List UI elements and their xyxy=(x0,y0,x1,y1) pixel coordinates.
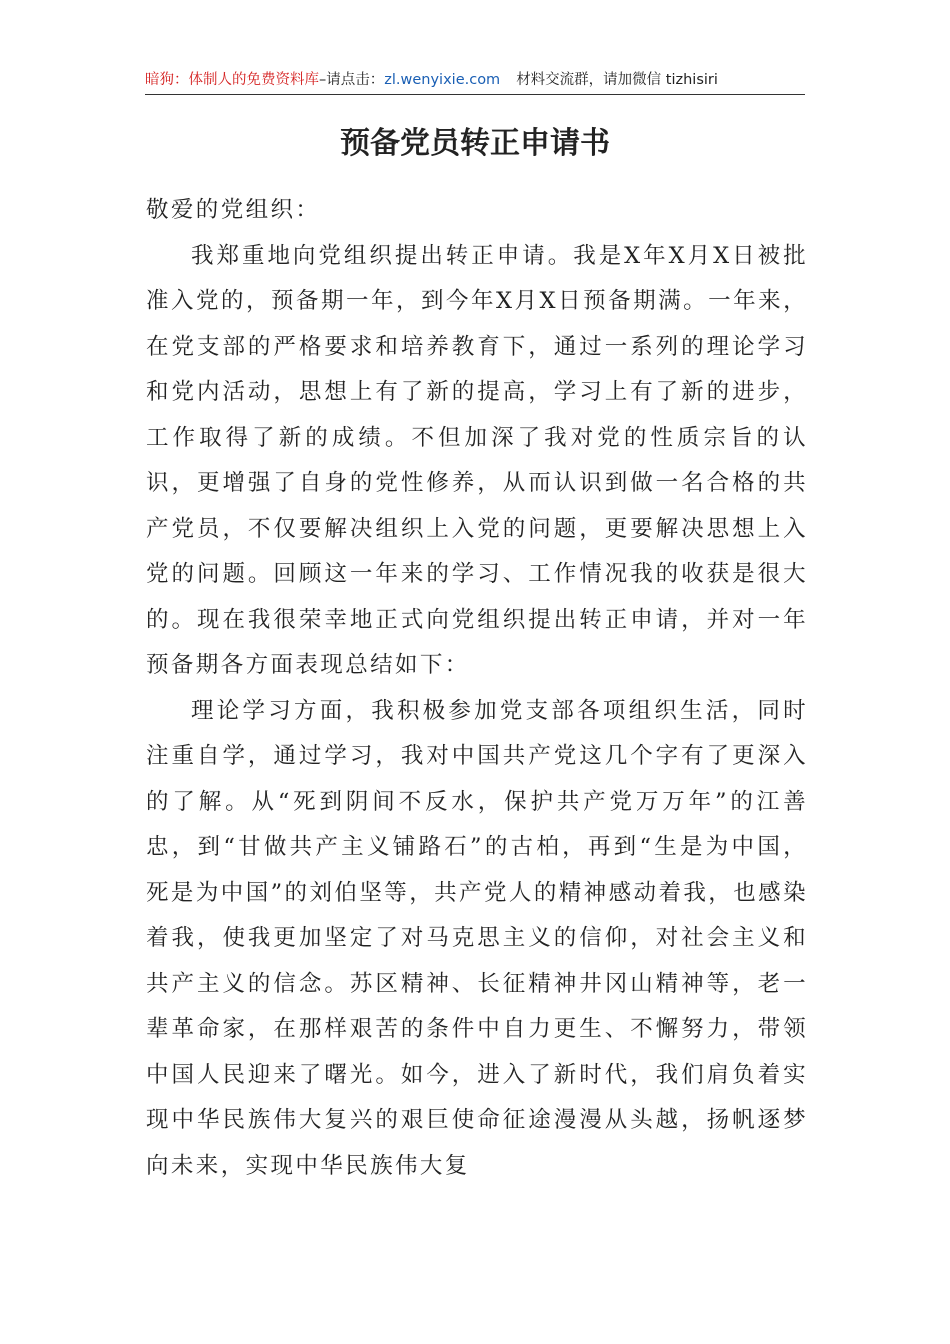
header-click-prompt: –请点击： xyxy=(319,72,385,88)
page-header xyxy=(145,70,805,95)
document-body xyxy=(146,188,808,1189)
paragraph-2: 理论学习方面，我积极参加党支部各项组织生活，同时注重自学，通过学习，我对中国共产党这几个字有了更深入的了解。从“死到阴间不反水，保护共产党万万年”的江善忠，到“甘做共产主义铺路石”的古柏，再到“生是为中国，死是为中国”的刘伯坚等，共产党人的精神感动着我，也感染着我，使我更加坚定了对马克思主义的信仰，对社会主义和共产主义的信念。苏区精神、长征精神井冈山精神等，老一辈革命家，在那样艰苦的条件中自力更生、不懈努力，带领中国人民迎来了曙光。如今，进入了新时代，我们肩负着实现中华民族伟大复兴的艰巨使命征途漫漫从头越，扬帆逐梦向未来，实现中华民族伟大复 xyxy=(146,697,808,1179)
salutation: 敬爱的党组织： xyxy=(146,197,321,223)
paragraph-1: 我郑重地向党组织提出转正申请。我是X年X月X日被批准入党的，预备期一年，到今年X月X日预备期满。一年来，在党支部的严格要求和培养教育下，通过一系列的理论学习和党内活动，思想上有了新的提高，学习上有了新的进步，工作取得了新的成绩。不但加深了我对党的性质宗旨的认识，更增强了自身的党性修养，从而认识到做一名合格的共产党员，不仅要解决组织上入党的问题，更要解决思想上入党的问题。回顾这一年来的学习、工作情况我的收获是很大的。现在我很荣幸地正式向党组织提出转正申请，并对一年预备期各方面表现总结如下： xyxy=(146,242,808,678)
header-group-info: 材料交流群，请加微信 tizhisiri xyxy=(516,72,718,88)
header-brand: 暗狗：体制人的免费资料库 xyxy=(145,72,319,88)
document-title: 预备党员转正申请书 xyxy=(340,126,610,161)
header-link[interactable]: zl.wenyixie.com xyxy=(384,72,501,88)
